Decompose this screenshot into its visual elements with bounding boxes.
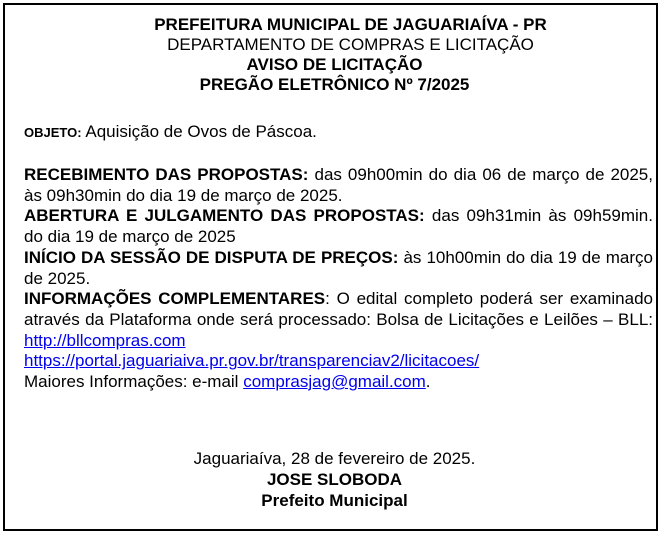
informacoes-label: INFORMAÇÕES COMPLEMENTARES [24, 289, 326, 309]
bll-link[interactable]: http://bllcompras.com [24, 330, 186, 350]
inicio-paragraph [24, 248, 653, 289]
prefeitura-title: PREFEITURA MUNICIPAL DE JAGUARIAÍVA - PR [154, 15, 547, 34]
objeto-line [24, 122, 654, 143]
departamento-title: DEPARTAMENTO DE COMPRAS E LICITAÇÃO [167, 35, 534, 54]
signatory-role: Prefeito Municipal [261, 491, 408, 510]
informacoes-paragraph [24, 289, 653, 351]
email-link[interactable]: comprasjag@gmail.com [243, 372, 426, 392]
inicio-label: INÍCIO DA SESSÃO DE DISPUTA DE PREÇOS: [24, 247, 399, 267]
pregao-title: PREGÃO ELETRÔNICO Nº 7/2025 [199, 75, 470, 94]
notice-footer [5, 448, 656, 511]
recebimento-label: RECEBIMENTO DAS PROPOSTAS: [24, 165, 309, 184]
notice-header [5, 15, 656, 95]
portal-link[interactable]: https://portal.jaguariaiva.pr.gov.br/transparenciav2/licitacoes/ [24, 351, 480, 371]
abertura-label: ABERTURA E JULGAMENTO DAS PROPOSTAS: [24, 206, 425, 226]
abertura-text: das 09h31min às 09h59min. do dia 19 de março de 2025 [24, 206, 653, 247]
notice-body [24, 165, 653, 393]
portal-link-line [24, 351, 653, 372]
signatory-name: JOSE SLOBODA [266, 470, 403, 489]
maiores-informacoes-line [24, 372, 653, 393]
maiores-informacoes-suffix: . [425, 372, 431, 392]
licitacao-notice [3, 3, 658, 531]
objeto-text: Aquisição de Ovos de Páscoa. [85, 122, 317, 141]
abertura-paragraph [24, 206, 653, 247]
recebimento-paragraph [24, 165, 653, 206]
inicio-text: às 10h00min do dia 19 de março de 2025. [24, 247, 653, 288]
objeto-label: OBJETO: [24, 125, 82, 140]
recebimento-text: das 09h00min do dia 06 de março de 2025, às 09h30min do dia 19 de março de 2025. [24, 165, 653, 205]
local-data: Jaguariaíva, 28 de fevereiro de 2025. [193, 449, 476, 468]
aviso-title: AVISO DE LICITAÇÃO [246, 55, 423, 74]
informacoes-text: : O edital completo poderá ser examinado através da Plataforma onde será processado: Bolsa de Licitações e Leilões – BLL: [24, 289, 654, 329]
maiores-informacoes-label: Maiores Informações: e-mail [24, 372, 239, 392]
